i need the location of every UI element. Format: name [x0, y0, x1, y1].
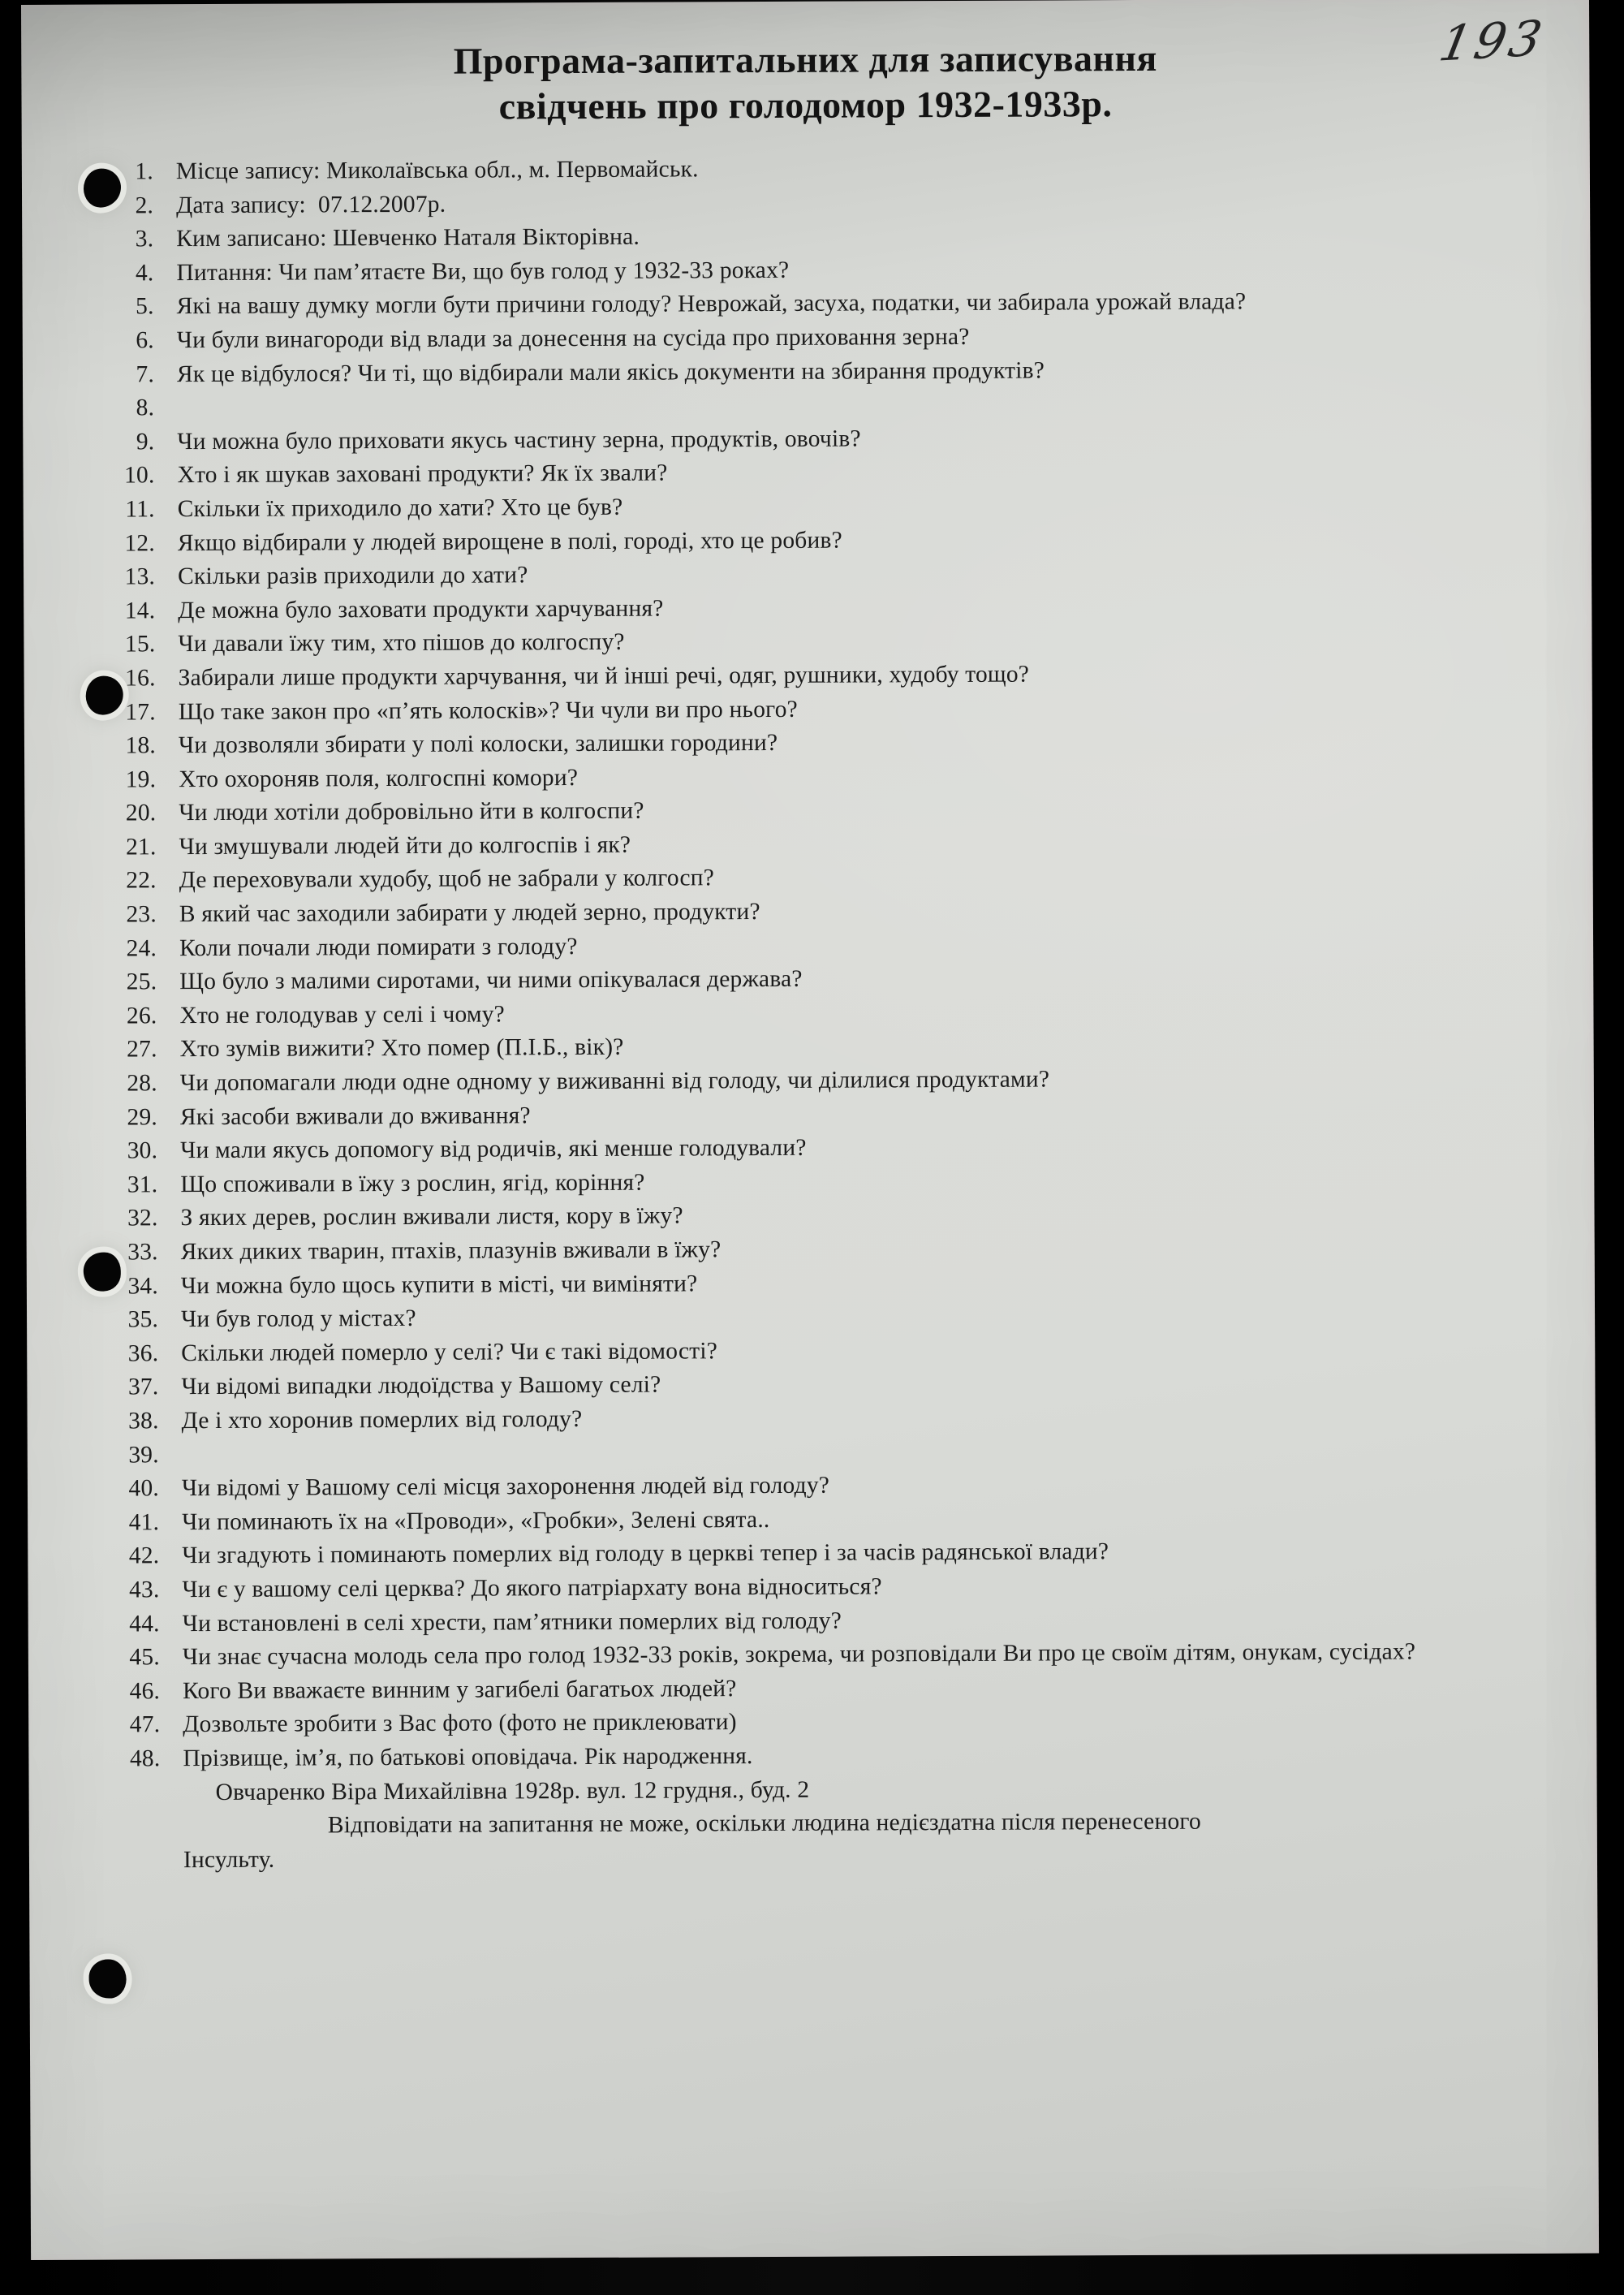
question-text: Місце запису: Миколаївська обл., м. Первомайськ. — [175, 156, 699, 185]
question-number: 2. — [135, 192, 154, 218]
question-number: 27. — [127, 1036, 157, 1063]
question-text: Чи поминають їх на «Проводи», «Гробки», Зелені свята.. — [182, 1506, 770, 1535]
question-text: Що було з малими сиротами, чи ними опікувалася держава? — [179, 966, 803, 995]
question-text: Чи можна було щось купити в місті, чи виміняти? — [180, 1270, 698, 1299]
question-number: 41. — [128, 1509, 160, 1536]
question-number: 9. — [136, 429, 155, 455]
question-text: Хто зумів вижити? Хто помер (П.І.Б., вік)? — [179, 1034, 624, 1063]
question-number: 17. — [125, 698, 156, 725]
question-text: Чи відомі у Вашому селі місця захоронення людей від голоду? — [181, 1472, 830, 1502]
question-text: Як це відбулося? Чи ті, що відбирали мали якісь документи на збирання продуктів? — [176, 357, 1045, 387]
question-number: 39. — [128, 1441, 159, 1469]
question-number: 4. — [135, 260, 154, 287]
question-number: 31. — [127, 1171, 158, 1198]
question-text: Чи знає сучасна молодь села про голод 1932-33 років, зокрема, чи розповідали Ви про це своїм дітям, онукам, сусідах? — [182, 1638, 1416, 1671]
question-text: Чи встановлені в селі хрести, пам’ятники померлих від голоду? — [182, 1607, 842, 1637]
question-text: Чи можна було приховати якусь частину зерна, продуктів, овочів? — [177, 425, 861, 455]
question-text: Ким записано: Шевченко Наталя Вікторівна. — [176, 223, 640, 252]
question-text: Які на вашу думку могли бути причини голоду? Неврожай, засуха, податки, чи забирала урожай влада? — [176, 288, 1247, 320]
question-text: Де переховували худобу, щоб не забрали у колгосп? — [179, 865, 715, 894]
question-text: Хто і як шукав заховані продукти? Як їх звали? — [177, 459, 668, 489]
question-number: 19. — [125, 766, 157, 793]
question-text: Що споживали в їжу з рослин, ягід, коріння? — [180, 1169, 645, 1197]
question-number: 1. — [135, 158, 153, 185]
question-list — [22, 149, 1597, 1777]
question-number: 34. — [127, 1272, 158, 1300]
question-text: З яких дерев, рослин вживали листя, кору в їжу? — [180, 1202, 683, 1232]
question-number: 48. — [129, 1745, 161, 1772]
question-text: Де і хто хоронив померлих від голоду? — [181, 1405, 583, 1434]
question-number: 20. — [125, 800, 157, 826]
question-text: Чи були винагороди від влади за донесення на сусіда про приховання зерна? — [176, 323, 970, 354]
question-item — [28, 1736, 1549, 1777]
incapacity-note: Відповідати на запитання не може, оскільки людина недієздатна після перенесеного — [327, 1808, 1201, 1839]
question-text: Чи мали якусь допомогу від родичів, які менше голодували? — [180, 1135, 807, 1164]
question-text: Якщо відбирали у людей вирощене в полі, городі, хто це робив? — [177, 527, 842, 556]
question-number: 47. — [129, 1711, 161, 1738]
question-text: Чи дозволяли збирати у полі колоски, залишки городини? — [178, 730, 778, 759]
question-number: 28. — [127, 1070, 157, 1097]
question-number: 13. — [124, 563, 156, 590]
question-number: 22. — [126, 867, 157, 894]
question-number: 38. — [128, 1408, 159, 1434]
question-number: 6. — [136, 327, 154, 354]
question-text: Чи люди хотіли добровільно йти в колгоспи? — [179, 797, 644, 826]
question-text: В який час заходили забирати у людей зерно, продукти? — [179, 899, 760, 928]
question-number: 25. — [126, 968, 157, 995]
question-text: Чи згадують і поминають померлих від голоду в церкві тепер і за часів радянської влади? — [182, 1538, 1109, 1569]
question-number: 32. — [127, 1205, 158, 1232]
question-text: Де можна було заховати продукти харчування? — [178, 595, 664, 623]
question-number: 37. — [127, 1374, 159, 1400]
question-number: 42. — [128, 1542, 160, 1569]
question-number: 12. — [124, 529, 155, 556]
question-text: Питання: Чи пам’ятаєте Ви, що був голод у 1932-33 роках? — [176, 257, 790, 286]
punch-hole — [84, 1252, 121, 1291]
question-text: Кого Ви вважаєте винним у загибелі багатьох людей? — [182, 1675, 737, 1704]
question-number: 18. — [125, 732, 157, 759]
question-text: Скільки їх приходило до хати? Хто це був? — [177, 494, 623, 523]
question-number: 8. — [136, 395, 155, 421]
question-text: Дозвольте зробити з Вас фото (фото не приклеювати) — [183, 1709, 737, 1738]
question-number: 30. — [127, 1137, 158, 1164]
question-text: Забирали лише продукти харчування, чи й інші речі, одяг, рушники, худобу тощо? — [178, 661, 1030, 692]
question-text — [177, 386, 1544, 425]
question-number: 15. — [124, 631, 156, 658]
question-number: 5. — [136, 293, 154, 320]
handwritten-page-number: 193 — [1435, 10, 1550, 73]
respondent-note — [29, 1770, 1598, 1878]
question-text: Чи є у вашому селі церква? До якого патріархату вона відноситься? — [182, 1573, 882, 1603]
question-number: 10. — [123, 462, 155, 489]
question-number: 14. — [124, 597, 156, 624]
question-text: Чи відомі випадки людоїдства у Вашому селі? — [181, 1371, 661, 1400]
question-text: Чи давали їжу тим, хто пішов до колгоспу? — [178, 629, 625, 658]
question-number: 11. — [125, 496, 155, 523]
question-number: 40. — [128, 1475, 160, 1502]
question-number: 35. — [127, 1306, 159, 1333]
punch-hole — [89, 1959, 127, 1998]
question-number: 36. — [127, 1340, 159, 1367]
question-text — [182, 1432, 1549, 1472]
question-number: 26. — [126, 1003, 157, 1029]
title-line-1: Програма-запитальних для записування — [453, 37, 1157, 82]
question-number: 43. — [128, 1577, 160, 1603]
question-number: 21. — [125, 834, 157, 861]
question-number: 23. — [126, 901, 157, 928]
title-line-2: свідчень про голодомор 1932-1933р. — [498, 83, 1113, 127]
question-text: Прізвище, ім’я, по батькові оповідача. Рік народження. — [183, 1742, 753, 1772]
question-text: Хто не голодував у селі і чому? — [179, 1001, 506, 1029]
question-text: Які засоби вживали до вживання? — [179, 1102, 531, 1130]
question-number: 3. — [135, 226, 154, 252]
document-title — [21, 34, 1589, 132]
question-number: 7. — [136, 360, 155, 387]
question-text: Чи допомагали люди одне одному у виживанні від голоду, чи ділилися продуктами? — [179, 1066, 1050, 1097]
question-text: Чи змушували людей йти до колгоспів і як? — [179, 831, 631, 861]
question-number: 45. — [129, 1644, 160, 1671]
question-text: Скільки разів приходили до хати? — [178, 562, 528, 590]
question-number: 33. — [127, 1239, 158, 1266]
question-text: Що таке закон про «п’ять колосків»? Чи чули ви про нього? — [178, 696, 799, 725]
question-text: Скільки людей померло у селі? Чи є такі відомості? — [181, 1338, 718, 1366]
question-number: 29. — [127, 1103, 158, 1131]
document-page — [21, 0, 1599, 2260]
question-number: 24. — [126, 934, 157, 962]
question-text: Чи був голод у містах? — [180, 1305, 416, 1333]
question-text: Коли почали люди помирати з голоду? — [179, 933, 578, 961]
respondent-info: Овчаренко Віра Михайлівна 1928р. вул. 12 грудня., буд. 2 — [215, 1776, 810, 1805]
question-text: Хто охороняв поля, колгоспні комори? — [179, 764, 579, 792]
question-text: Дата запису: 07.12.2007р. — [176, 191, 446, 218]
incapacity-note-continuation: Інсульту. — [183, 1846, 275, 1873]
question-number: 16. — [125, 665, 156, 692]
question-number: 44. — [129, 1610, 160, 1637]
question-text: Яких диких тварин, птахів, плазунів вживали в їжу? — [180, 1236, 722, 1266]
question-number: 46. — [129, 1677, 161, 1705]
